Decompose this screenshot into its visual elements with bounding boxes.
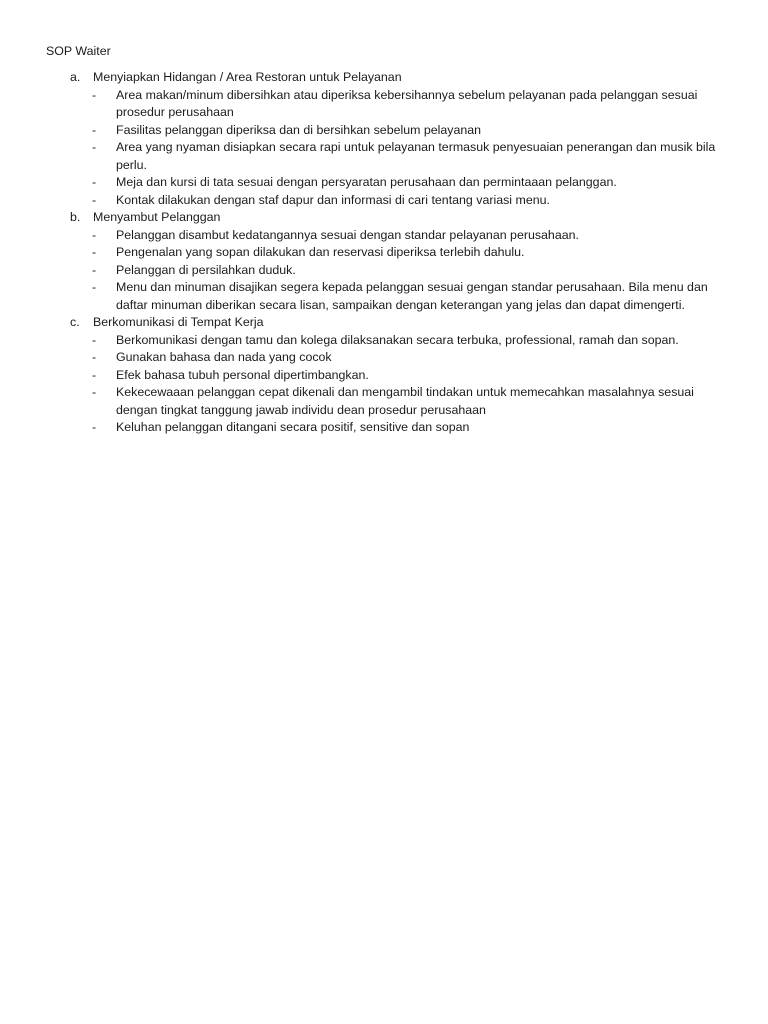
dash-bullet: - [92,280,97,294]
list-item [46,262,726,280]
list-item [46,174,726,192]
dash-bullet: - [92,385,97,399]
document-title: SOP Waiter [46,44,111,58]
list-item [46,367,726,385]
list-item-text: Fasilitas pelanggan diperiksa dan di bersihkan sebelum pelayanan [116,122,482,137]
section-heading [46,209,726,227]
dash-bullet: - [92,262,97,277]
list-item [46,419,726,437]
sop-sections [46,69,726,437]
section-items [46,227,726,315]
list-item-text: Gunakan bahasa dan nada yang cocok [116,350,332,364]
list-item-text: Menu dan minuman disajikan segera kepada pelanggan sesuai gengan standar perusahaan. Bila menu dan daftar minuman diberikan secara lisan, sampaikan dengan keterangan yang jelas dan dapat dimengerti. [116,280,708,312]
list-item-text: Pelanggan di persilahkan duduk. [116,262,296,277]
section-heading [46,314,726,332]
list-item [46,122,726,140]
list-item [46,349,726,367]
list-item-text: Berkomunikasi dengan tamu dan kolega dilaksanakan secara terbuka, professional, ramah dan sopan. [116,332,679,347]
section-heading-text: Berkomunikasi di Tempat Kerja [93,315,264,329]
section-heading-text: Menyiapkan Hidangan / Area Restoran untuk Pelayanan [93,70,402,84]
list-item-text: Pengenalan yang sopan dilakukan dan reservasi diperiksa terlebih dahulu. [116,245,525,259]
list-item-text: Area makan/minum dibersihkan atau diperiksa kebersihannya sebelum pelayanan pada pelanggan sesuai prosedur perusahaan [116,87,698,119]
list-item-text: Efek bahasa tubuh personal dipertimbangkan. [116,367,369,382]
section-a [46,69,726,209]
list-item [46,279,726,314]
section-letter: b. [70,210,81,224]
list-item [46,384,726,419]
dash-bullet: - [92,245,97,259]
list-item-text: Keluhan pelanggan ditangani secara positif, sensitive dan sopan [116,420,470,434]
section-items [46,332,726,437]
list-item [46,244,726,262]
dash-bullet: - [92,87,97,102]
section-letter: a. [70,70,81,84]
section-letter: c. [70,315,80,329]
dash-bullet: - [92,227,97,242]
dash-bullet: - [92,350,97,364]
dash-bullet: - [92,192,97,207]
list-item-text: Kontak dilakukan dengan staf dapur dan informasi di cari tentang variasi menu. [116,192,550,207]
dash-bullet: - [92,175,97,189]
list-item-text: Kekecewaaan pelanggan cepat dikenali dan mengambil tindakan untuk memecahkan masalahnya sesuai dengan tingkat tanggung jawab individu dean prosedur perusahaan [116,385,694,417]
dash-bullet: - [92,122,97,137]
dash-bullet: - [92,367,97,382]
section-heading [46,69,726,87]
dash-bullet: - [92,332,97,347]
list-item [46,139,726,174]
list-item [46,227,726,245]
section-b [46,209,726,314]
list-item-text: Meja dan kursi di tata sesuai dengan persyaratan perusahaan dan permintaaan pelanggan. [116,175,617,189]
section-c [46,314,726,437]
dash-bullet: - [92,420,97,434]
list-item [46,332,726,350]
list-item-text: Pelanggan disambut kedatangannya sesuai dengan standar pelayanan perusahaan. [116,227,579,242]
section-heading-text: Menyambut Pelanggan [93,210,221,224]
list-item [46,87,726,122]
section-items [46,87,726,210]
dash-bullet: - [92,140,97,154]
list-item-text: Area yang nyaman disiapkan secara rapi untuk pelayanan termasuk penyesuaian penerangan dan musik bila perlu. [116,140,716,172]
list-item [46,192,726,210]
